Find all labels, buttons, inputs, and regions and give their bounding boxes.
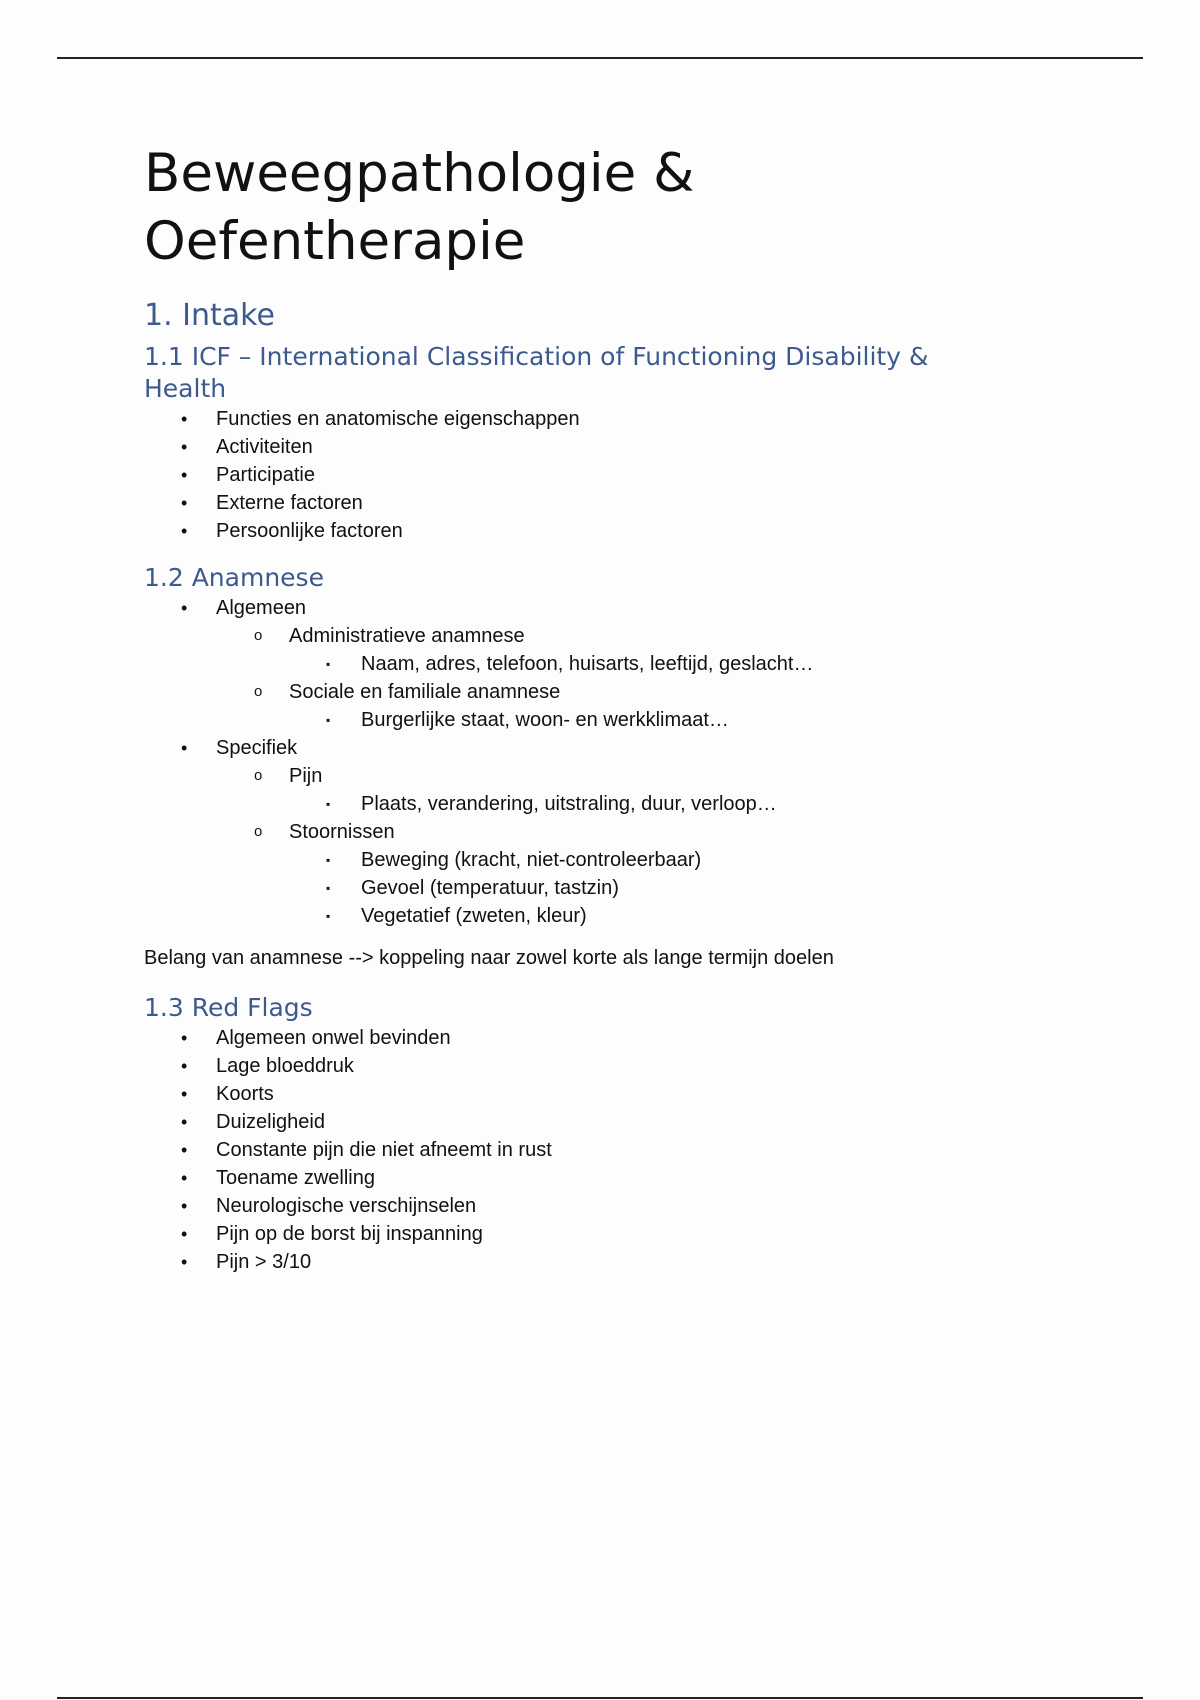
list-item-label: Pijn op de borst bij inspanning — [216, 1223, 483, 1245]
list-item — [144, 650, 1044, 678]
list-item — [144, 517, 1044, 545]
list-item-label: Sociale en familiale anamnese — [289, 681, 561, 703]
list-item — [144, 1220, 1044, 1248]
list-item — [144, 762, 1044, 818]
list-item-label: Beweging (kracht, niet-controleerbaar) — [361, 849, 702, 871]
list-item-label: Plaats, verandering, uitstraling, duur, verloop… — [361, 793, 777, 815]
list-item-label: Participatie — [216, 464, 315, 486]
list-item-label: Naam, adres, telefoon, huisarts, leeftijd, geslacht… — [361, 653, 814, 675]
list-item-label: Algemeen onwel bevinden — [216, 1027, 451, 1049]
list-item — [144, 902, 1044, 930]
square-bullet-icon: ▪ — [326, 853, 331, 867]
square-bullet-icon: ▪ — [326, 909, 331, 923]
circle-bullet-icon: o — [254, 627, 263, 644]
anamnese-list — [144, 594, 1044, 930]
list-item-label: Gevoel (temperatuur, tastzin) — [361, 877, 619, 899]
list-item — [144, 1024, 1044, 1052]
list-item-label: Stoornissen — [289, 821, 395, 843]
red-flags-list — [144, 1024, 1044, 1276]
document-title: Beweegpathologie & Oefentherapie — [144, 143, 695, 272]
list-item-label: Externe factoren — [216, 492, 363, 514]
square-bullet-icon: ▪ — [326, 657, 331, 671]
list-item-label: Koorts — [216, 1083, 274, 1105]
list-item — [144, 622, 1044, 678]
list-item — [144, 790, 1044, 818]
list-item-label: Activiteiten — [216, 436, 313, 458]
subsection-heading-red-flags: 1.3 Red Flags — [144, 993, 313, 1022]
bullet-icon: • — [181, 437, 188, 457]
list-item — [144, 1164, 1044, 1192]
sublist — [144, 762, 1044, 930]
section-heading-intake: 1. Intake — [144, 298, 275, 333]
bullet-icon: • — [181, 1196, 188, 1216]
bullet-icon: • — [181, 598, 188, 618]
list-item — [144, 461, 1044, 489]
list-item-label: Neurologische verschijnselen — [216, 1195, 477, 1217]
list-item — [144, 734, 1044, 930]
list-item — [144, 678, 1044, 734]
list-item-label: Toename zwelling — [216, 1167, 375, 1189]
sublist — [144, 650, 1044, 678]
anamnese-note: Belang van anamnese --> koppeling naar zowel korte als lange termijn doelen — [144, 947, 834, 969]
circle-bullet-icon: o — [254, 767, 263, 784]
document-body — [144, 140, 1044, 1276]
footer-rule — [57, 1697, 1143, 1699]
sublist — [144, 622, 1044, 734]
list-item — [144, 594, 1044, 734]
list-item — [144, 818, 1044, 930]
list-item — [144, 1108, 1044, 1136]
list-item — [144, 1080, 1044, 1108]
list-item — [144, 1192, 1044, 1220]
bullet-icon: • — [181, 1084, 188, 1104]
circle-bullet-icon: o — [254, 683, 263, 700]
list-item-label: Burgerlijke staat, woon- en werkklimaat… — [361, 709, 729, 731]
list-item-label: Administratieve anamnese — [289, 625, 525, 647]
list-item — [144, 433, 1044, 461]
bullet-icon: • — [181, 521, 188, 541]
bullet-icon: • — [181, 1028, 188, 1048]
list-item — [144, 1248, 1044, 1276]
circle-bullet-icon: o — [254, 823, 263, 840]
list-item-label: Lage bloeddruk — [216, 1055, 354, 1077]
bullet-icon: • — [181, 493, 188, 513]
list-item-label: Specifiek — [216, 737, 298, 759]
sublist — [144, 706, 1044, 734]
bullet-icon: • — [181, 738, 188, 758]
list-item-label: Pijn > 3/10 — [216, 1251, 312, 1273]
list-item — [144, 405, 1044, 433]
header-rule — [57, 57, 1143, 59]
list-item — [144, 1052, 1044, 1080]
subsection-heading-icf: 1.1 ICF – International Classification of Functioning Disability & Health — [144, 342, 929, 403]
list-item — [144, 874, 1044, 902]
list-item — [144, 846, 1044, 874]
list-item-label: Persoonlijke factoren — [216, 520, 403, 542]
list-item — [144, 489, 1044, 517]
icf-list — [144, 405, 1044, 545]
list-item — [144, 1136, 1044, 1164]
list-item-label: Pijn — [289, 765, 323, 787]
square-bullet-icon: ▪ — [326, 797, 331, 811]
sublist — [144, 846, 1044, 930]
bullet-icon: • — [181, 1140, 188, 1160]
list-item-label: Constante pijn die niet afneemt in rust — [216, 1139, 552, 1161]
sublist — [144, 790, 1044, 818]
square-bullet-icon: ▪ — [326, 881, 331, 895]
bullet-icon: • — [181, 1252, 188, 1272]
list-item-label: Duizeligheid — [216, 1111, 325, 1133]
square-bullet-icon: ▪ — [326, 713, 331, 727]
bullet-icon: • — [181, 465, 188, 485]
bullet-icon: • — [181, 1168, 188, 1188]
list-item-label: Algemeen — [216, 597, 307, 619]
list-item-label: Vegetatief (zweten, kleur) — [361, 905, 587, 927]
list-item — [144, 706, 1044, 734]
bullet-icon: • — [181, 409, 188, 429]
subsection-heading-anamnese: 1.2 Anamnese — [144, 563, 324, 592]
list-item-label: Functies en anatomische eigenschappen — [216, 408, 580, 430]
bullet-icon: • — [181, 1112, 188, 1132]
bullet-icon: • — [181, 1056, 188, 1076]
bullet-icon: • — [181, 1224, 188, 1244]
